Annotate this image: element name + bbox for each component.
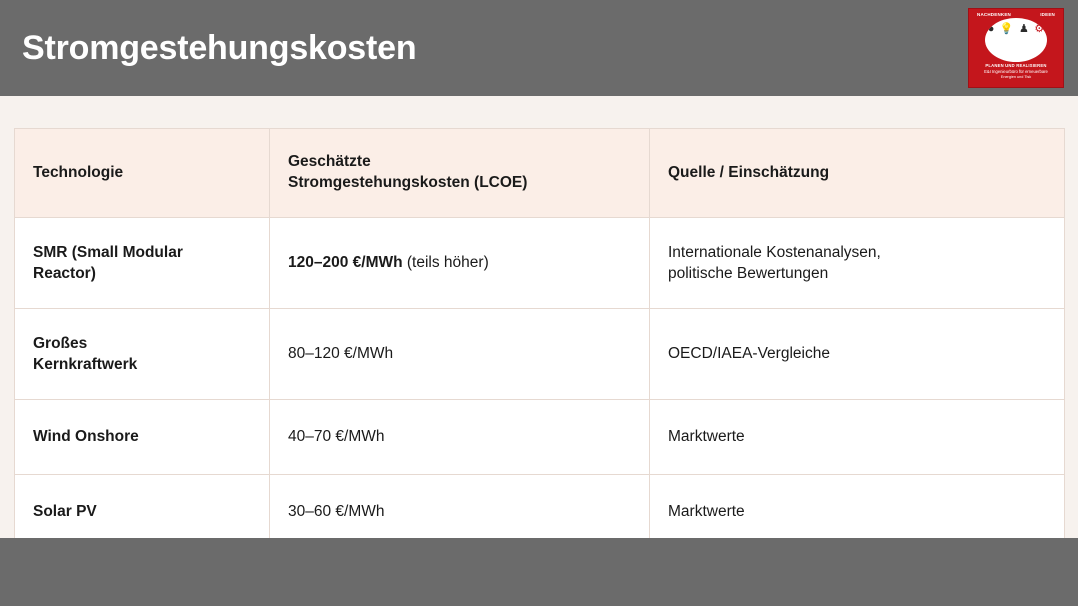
logo-company-subtitle: Energien und Tisk bbox=[1000, 75, 1032, 79]
logo-label-right: IDEEN bbox=[1040, 12, 1055, 17]
cell-technologie-line1: SMR (Small Modular bbox=[33, 243, 183, 261]
cell-technologie-line1: Solar PV bbox=[33, 503, 97, 521]
cell-kosten bbox=[270, 218, 650, 309]
cell-technologie bbox=[15, 400, 270, 475]
table-row bbox=[15, 400, 1065, 475]
cell-quelle-line1: Marktwerte bbox=[668, 428, 745, 446]
brain-icon: ● bbox=[987, 23, 995, 35]
logo-label-left: NACHDENKEN bbox=[977, 12, 1012, 17]
cell-quelle-line1: Internationale Kostenanalysen, bbox=[668, 243, 881, 261]
slide-header bbox=[0, 0, 1078, 96]
cell-quelle-line1: OECD/IAEA-Vergleiche bbox=[668, 345, 830, 363]
column-header-kosten-line2: Stromgestehungskosten (LCOE) bbox=[288, 174, 528, 191]
cell-kosten-note: (teils höher) bbox=[402, 254, 489, 272]
lcoe-table-container bbox=[14, 128, 1064, 550]
slide-footer-band bbox=[0, 538, 1078, 606]
page-title: Stromgestehungskosten bbox=[22, 29, 417, 67]
cell-technologie-line2: Kernkraftwerk bbox=[33, 356, 138, 373]
cell-quelle bbox=[650, 400, 1065, 475]
column-header-technologie: Technologie bbox=[15, 129, 270, 218]
cell-kosten bbox=[270, 309, 650, 400]
logo-company-name: E&I Ingenieurbüro für erneuerbare bbox=[984, 69, 1048, 74]
cell-kosten-value: 40–70 €/MWh bbox=[288, 428, 385, 446]
cell-technologie bbox=[15, 218, 270, 309]
cell-technologie bbox=[15, 309, 270, 400]
table-header bbox=[15, 129, 1065, 218]
company-logo bbox=[968, 8, 1064, 88]
lightbulb-icon: 💡 bbox=[999, 23, 1014, 35]
logo-tagline: PLANEN UND REALISIEREN bbox=[985, 63, 1047, 68]
cell-kosten-value: 80–120 €/MWh bbox=[288, 345, 394, 363]
cell-technologie-line1: Großes bbox=[33, 334, 88, 352]
person-icon: ♟ bbox=[1019, 23, 1029, 35]
cell-kosten-value: 30–60 €/MWh bbox=[288, 503, 385, 521]
logo-circle-icon bbox=[985, 18, 1047, 62]
table-row bbox=[15, 309, 1065, 400]
cell-kosten-value: 120–200 €/MWh bbox=[288, 254, 403, 272]
cell-quelle bbox=[650, 309, 1065, 400]
table-header-row bbox=[15, 129, 1065, 218]
gear-icon: ⚙ bbox=[1034, 23, 1045, 35]
cell-quelle bbox=[650, 218, 1065, 309]
cell-kosten bbox=[270, 400, 650, 475]
column-header-kosten bbox=[270, 129, 650, 218]
table-body bbox=[15, 218, 1065, 550]
column-header-kosten-line1: Geschätzte bbox=[288, 153, 371, 171]
table-row bbox=[15, 218, 1065, 309]
cell-technologie-line2: Reactor) bbox=[33, 265, 96, 282]
cell-quelle-line2: politische Bewertungen bbox=[668, 265, 829, 282]
cell-quelle-line1: Marktwerte bbox=[668, 503, 745, 521]
column-header-quelle: Quelle / Einschätzung bbox=[650, 129, 1065, 218]
lcoe-table bbox=[14, 128, 1065, 550]
cell-technologie-line1: Wind Onshore bbox=[33, 428, 139, 446]
